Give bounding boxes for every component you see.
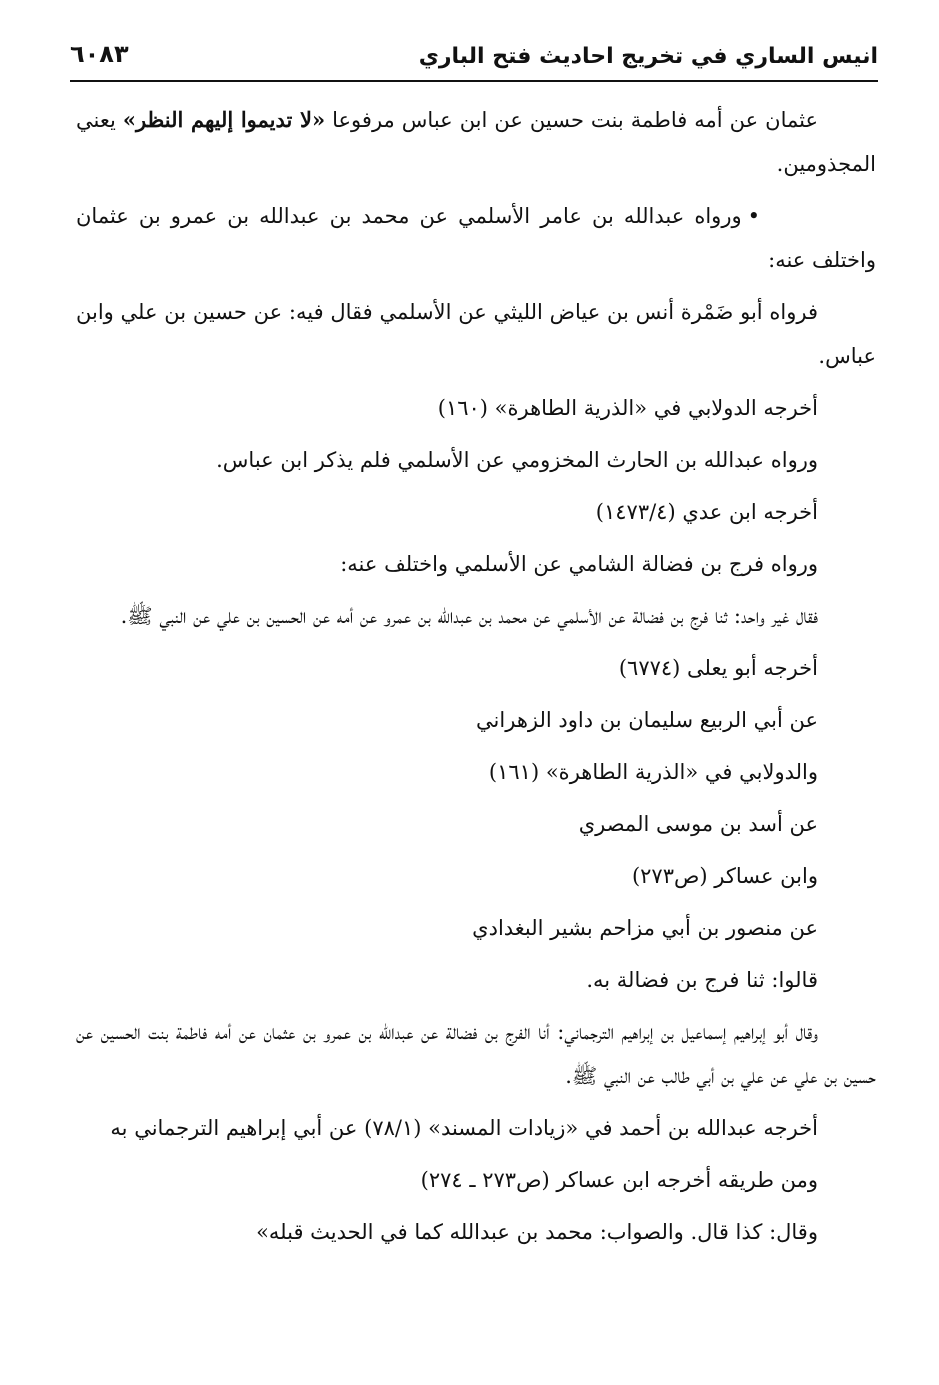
paragraph — [76, 958, 876, 1002]
header-divider — [70, 80, 878, 82]
narrator-line — [76, 698, 876, 742]
citation-line — [76, 750, 876, 794]
running-header — [70, 38, 878, 78]
citation-line — [76, 490, 876, 534]
paragraph-text: أخرجه الدولابي في «الذرية الطاهرة» (١٦٠) — [437, 396, 818, 420]
paragraph-text: يعني المجذومين. — [76, 108, 876, 176]
citation-line — [76, 1158, 876, 1202]
paragraph-text: أخرجه أبو يعلى (٦٧٧٤) — [618, 656, 818, 680]
bullet-marker: • — [747, 204, 760, 228]
paragraph — [76, 290, 876, 378]
paragraph-text: أخرجه عبدالله بن أحمد في «زيادات المسند» (٧٨/١) عن أبي إبراهيم الترجماني به — [110, 1116, 818, 1140]
paragraph-text: وقال أبو إبراهيم إسماعيل بن إبراهيم الترجماني: أنا الفرج بن فضالة عن عبدالله بن عمرو بن عثمان عن أمه فاطمة بنت الحسين عن حسين بن علي عن علي بن أبي طالب عن النبي ﷺ. — [76, 1020, 876, 1088]
citation-line — [76, 854, 876, 898]
paragraph — [76, 438, 876, 482]
paragraph — [76, 594, 876, 638]
citation-line — [76, 386, 876, 430]
paragraph-text: عن أسد بن موسى المصري — [578, 812, 818, 836]
paragraph-text: عثمان عن أمه فاطمة بنت حسين عن ابن عباس مرفوعا — [325, 108, 818, 132]
page-number: ٦٠٨٣ — [70, 40, 129, 68]
paragraph-text: ورواه عبدالله بن عامر الأسلمي عن محمد بن عبدالله بن عمرو بن عثمان واختلف عنه: — [76, 204, 876, 272]
quoted-hadith-bold: «لا تديموا إليهم النظر» — [122, 107, 326, 132]
paragraph-text: قالوا: ثنا فرج بن فضالة به. — [586, 968, 818, 992]
paragraph-text: ورواه فرج بن فضالة الشامي عن الأسلمي واختلف عنه: — [340, 552, 818, 576]
paragraph-text: ومن طريقه أخرجه ابن عساكر (ص٢٧٣ ـ ٢٧٤) — [420, 1168, 818, 1192]
narrator-line — [76, 802, 876, 846]
paragraph-text: وقال: كذا قال. والصواب: محمد بن عبدالله كما في الحديث قبله» — [256, 1220, 818, 1244]
paragraph-text: عن منصور بن أبي مزاحم بشير البغدادي — [472, 916, 818, 940]
running-header-title: انيس الساري في تخريج احاديث فتح الباري — [418, 44, 878, 69]
page-body — [76, 98, 876, 1262]
paragraph-continuation — [76, 98, 876, 186]
narrator-line — [76, 906, 876, 950]
paragraph-text: ورواه عبدالله بن الحارث المخزومي عن الأسلمي فلم يذكر ابن عباس. — [216, 448, 818, 472]
paragraph-text: عن أبي الربيع سليمان بن داود الزهراني — [476, 708, 818, 732]
paragraph-text: فرواه أبو ضَمْرة أنس بن عياض الليثي عن الأسلمي فقال فيه: عن حسين بن علي وابن عباس. — [76, 300, 876, 368]
paragraph — [76, 1210, 876, 1254]
paragraph-text: وابن عساكر (ص٢٧٣) — [631, 864, 818, 888]
citation-line — [76, 1106, 876, 1150]
citation-line — [76, 646, 876, 690]
paragraph — [76, 1010, 876, 1098]
paragraph — [76, 542, 876, 586]
paragraph-text: أخرجه ابن عدي (١٤٧٣/٤) — [595, 500, 818, 524]
paragraph-text: والدولابي في «الذرية الطاهرة» (١٦١) — [488, 760, 818, 784]
paragraph — [76, 194, 876, 282]
paragraph-text: فقال غير واحد: ثنا فرج بن فضالة عن الأسلمي عن محمد بن عبدالله بن عمرو عن أمه عن الحسين بن علي عن النبي ﷺ. — [120, 604, 818, 628]
